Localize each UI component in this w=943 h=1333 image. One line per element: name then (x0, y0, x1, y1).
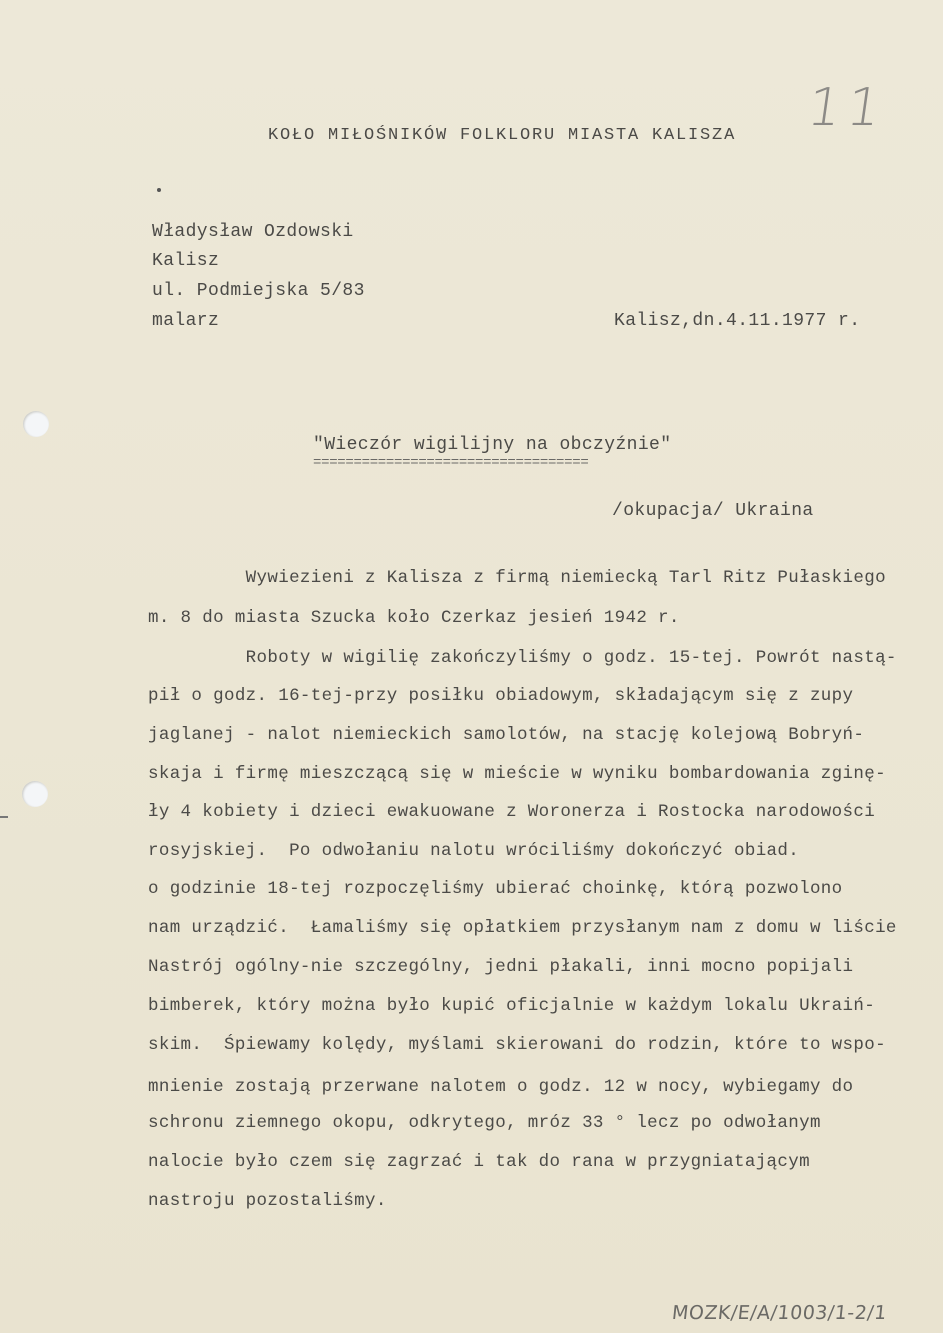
edge-mark (0, 816, 8, 818)
bullet-mark (157, 188, 161, 192)
body-line: nam urządzić. Łamaliśmy się opłatkiem przysłanym nam z domu w liście (148, 918, 897, 938)
body-line: bimberek, który można było kupić oficjalnie w każdym lokalu Ukraiń- (148, 996, 876, 1016)
title-underline: ================================== (313, 455, 589, 471)
body-line: Nastrój ogólny-nie szczególny, jedni płakali, inni mocno popijali (148, 957, 854, 977)
archive-signature: MOZK/E/A/1003/1-2/1 (670, 1302, 888, 1324)
punch-hole-bottom (22, 781, 48, 807)
body-line: mnienie zostają przerwane nalotem o godz. 12 w nocy, wybiegamy do (148, 1077, 854, 1097)
body-line: rosyjskiej. Po odwołaniu nalotu wróciliśmy dokończyć obiad. (148, 841, 800, 861)
body-line: ły 4 kobiety i dzieci ewakuowane z Woronerza i Rostocka narodowości (148, 802, 876, 822)
body-line: schronu ziemnego okopu, odkrytego, mróz 33 ° lecz po odwołanym (148, 1113, 821, 1133)
body-line: Wywiezieni z Kalisza z firmą niemiecką Tarl Ritz Pułaskiego (148, 568, 886, 588)
author-name: Władysław Ozdowski (152, 222, 354, 242)
document-date: Kalisz,dn.4.11.1977 r. (614, 311, 861, 331)
document-title: "Wieczór wigilijny na obczyźnie" (313, 435, 672, 455)
author-city: Kalisz (152, 251, 220, 271)
organization-header: KOŁO MIŁOŚNIKÓW FOLKLORU MIASTA KALISZA (268, 126, 737, 145)
author-occupation: malarz (152, 311, 220, 331)
body-line: nastroju pozostaliśmy. (148, 1191, 387, 1211)
body-line: skaja i firmę mieszczącą się w mieście w wyniku bombardowania zginę- (148, 764, 886, 784)
handwritten-page-number: 11 (803, 78, 891, 138)
punch-hole-top (23, 411, 49, 437)
body-line: Roboty w wigilię zakończyliśmy o godz. 15-tej. Powrót nastą- (148, 648, 897, 668)
body-line: skim. Śpiewamy kolędy, myślami skierowani do rodzin, które to wspo- (148, 1035, 886, 1055)
body-line: m. 8 do miasta Szucka koło Czerkaz jesień 1942 r. (148, 608, 680, 628)
body-line: pił o godz. 16-tej-przy posiłku obiadowym, składającym się z zupy (148, 686, 854, 706)
body-line: nalocie było czem się zagrzać i tak do rana w przygniatającym (148, 1152, 810, 1172)
body-line: o godzinie 18-tej rozpoczęliśmy ubierać choinkę, którą pozwolono (148, 879, 843, 899)
author-street: ul. Podmiejska 5/83 (152, 281, 365, 301)
document-subtitle: /okupacja/ Ukraina (612, 501, 814, 521)
body-line: jaglanej - nalot niemieckich samolotów, na stację kolejową Bobryń- (148, 725, 865, 745)
